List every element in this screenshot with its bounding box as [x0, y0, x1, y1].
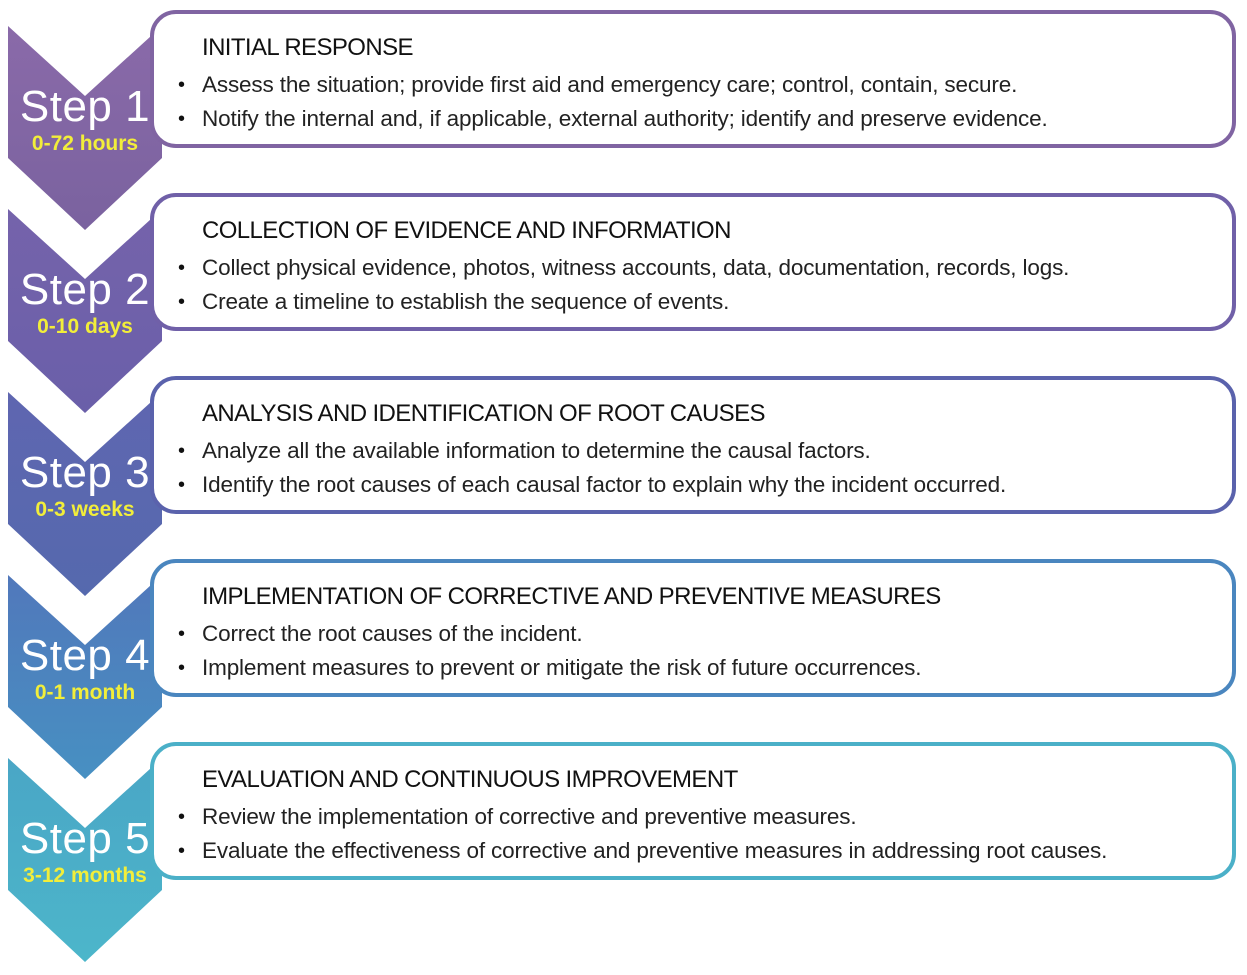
step-number-label: Step 4: [19, 631, 151, 680]
bullet-item: [178, 468, 1006, 502]
step-duration-label: 3-12 months: [23, 864, 147, 887]
bullet-dot-icon: •: [178, 108, 185, 130]
step-number-label: Step 2: [19, 265, 151, 314]
step-title: EVALUATION AND CONTINUOUS IMPROVEMENT: [202, 766, 738, 793]
bullet-dot-icon: •: [178, 291, 185, 313]
step-duration-label: 0-3 weeks: [35, 498, 135, 521]
step-bullet-list: [178, 800, 1107, 868]
bullet-text: Create a timeline to establish the sequence of events.: [202, 289, 730, 314]
bullet-item: [178, 617, 921, 651]
bullet-item: [178, 651, 921, 685]
bullet-dot-icon: •: [178, 806, 185, 828]
bullet-item: [178, 251, 1069, 285]
step-title: COLLECTION OF EVIDENCE AND INFORMATION: [202, 217, 731, 244]
bullet-item: [178, 285, 1069, 319]
bullet-dot-icon: •: [178, 840, 185, 862]
bullet-text: Collect physical evidence, photos, witness accounts, data, documentation, records, logs.: [202, 255, 1070, 280]
step-card: [150, 10, 1236, 148]
step-duration-label: 0-1 month: [34, 681, 136, 704]
step-row-3: [0, 374, 1247, 574]
bullet-text: Review the implementation of corrective and preventive measures.: [202, 804, 857, 829]
step-bullet-list: [178, 251, 1069, 319]
bullet-text: Correct the root causes of the incident.: [202, 621, 583, 646]
step-title: INITIAL RESPONSE: [202, 34, 413, 61]
step-title: IMPLEMENTATION OF CORRECTIVE AND PREVENTIVE MEASURES: [202, 583, 941, 610]
step-number-label: Step 1: [19, 82, 151, 131]
bullet-dot-icon: •: [178, 257, 185, 279]
step-card: [150, 559, 1236, 697]
step-card: [150, 376, 1236, 514]
step-row-4: [0, 557, 1247, 757]
bullet-item: [178, 800, 1107, 834]
step-card: [150, 742, 1236, 880]
bullet-item: [178, 834, 1107, 868]
bullet-item: [178, 434, 1006, 468]
bullet-text: Notify the internal and, if applicable, external authority; identify and preserve evidence.: [202, 106, 1048, 131]
step-row-5: [0, 740, 1247, 940]
bullet-item: [178, 102, 1048, 136]
step-duration-label: 0-10 days: [37, 315, 133, 338]
step-bullet-list: [178, 434, 1006, 502]
step-bullet-list: [178, 68, 1048, 136]
step-title: ANALYSIS AND IDENTIFICATION OF ROOT CAUSES: [202, 400, 765, 427]
bullet-text: Identify the root causes of each causal factor to explain why the incident occurred.: [202, 472, 1007, 497]
bullet-dot-icon: •: [178, 657, 185, 679]
bullet-text: Evaluate the effectiveness of corrective and preventive measures in addressing root causes.: [202, 838, 1108, 863]
step-number-label: Step 3: [19, 448, 151, 497]
step-duration-label: 0-72 hours: [31, 132, 139, 155]
step-card: [150, 193, 1236, 331]
bullet-dot-icon: •: [178, 74, 185, 96]
bullet-text: Analyze all the available information to determine the causal factors.: [202, 438, 871, 463]
bullet-dot-icon: •: [178, 623, 185, 645]
bullet-text: Implement measures to prevent or mitigate the risk of future occurrences.: [202, 655, 922, 680]
bullet-text: Assess the situation; provide first aid and emergency care; control, contain, secure.: [202, 72, 1018, 97]
step-number-label: Step 5: [19, 814, 151, 863]
bullet-dot-icon: •: [178, 440, 185, 462]
bullet-item: [178, 68, 1048, 102]
step-row-1: [0, 8, 1247, 208]
bullet-dot-icon: •: [178, 474, 185, 496]
step-row-2: [0, 191, 1247, 391]
step-bullet-list: [178, 617, 921, 685]
